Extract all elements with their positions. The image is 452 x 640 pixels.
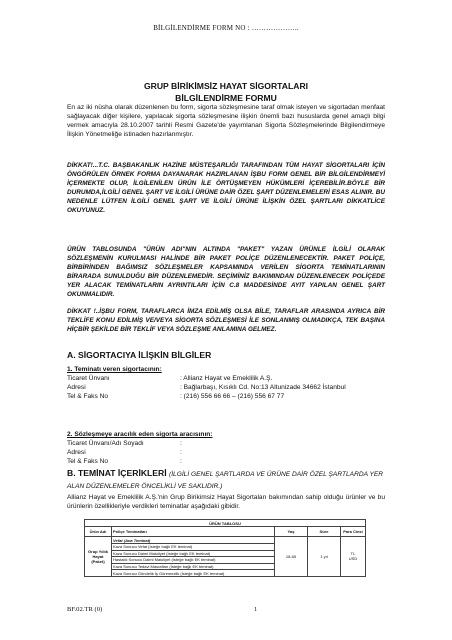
column-header-age: Yaş xyxy=(275,527,308,537)
insurer-key: Ticaret Ünvanı xyxy=(67,375,110,382)
coverage-row: Kaza Sonucu Daimi Maluliyet (İsteğe bağlı EK teminat) xyxy=(112,550,275,557)
column-header-coverages: Poliçe Teminatları xyxy=(112,527,275,537)
intermediary-value: : xyxy=(180,458,182,465)
intermediary-value: : xyxy=(180,440,182,447)
warning-paragraph-3: DİKKAT !..İŞBU FORM, TARAFLARCA İMZA EDİLMİŞ OLSA BİLE, TARAFLAR ARASINDA AYRICA BİR TEKLİFE KONU EDİLMİŞ VE/VEYA SİGORTA SÖZLEŞMESİ İLE SONLANMIŞ OLMADIKÇA, TEK BAŞINA HİÇBİR ŞEKİLDE BİR TEKLİF VEYA SÖZLEŞME ANLAMINA GELMEZ. xyxy=(67,308,385,333)
product-table xyxy=(84,519,366,577)
warning-paragraph-2: ÜRÜN TABLOSUNDA "ÜRÜN ADI"NIN ALTINDA "PAKET" YAZAN ÜRÜNLE İLGİLİ OLARAK SÖZLEŞMENİN KURULMASI HALİNDE BİR PAKET POLİÇE DÜZENLENECEKTİR. PAKET POLİÇE, BİRBİRİNDEN BAĞIMSIZ SÖZLEŞMELER KAPSAMINDA VERİLEN SİGORTA TEMİNATLARININ BİRARADA SUNULDUĞU BİR DÜZENLEMEDİR. SEÇİMİNİZ BAKIMINDAN DÜZENLENECEK POLİÇEDE YER ALACAK TEMİNATLARIN AYRINTILARI İÇİN C.8 MADDESİNDE AYIT YAPILAN GENEL ŞART OKUNMALIDIR. xyxy=(67,246,385,298)
insurer-key: Adresi xyxy=(67,384,86,391)
intro-paragraph: En az iki nüsha olarak düzenlenen bu form, sigorta sözleşmesine taraf olmak isteyen ve sigortadan menfaat sağlayacak diğer kişilere, yapılacak sigorta sözleşmesine ilişkin önemli bazı hususlarda genel amaçlı bilgi vermek amacıyla 28.10.2007 tarihli Resmi Gazete'de yayımlanan Sigorta Sözleşmelerinde Bilgilendirmeye İlişkin Yönetmeliğe istinaden hazırlanmıştır. xyxy=(67,104,385,138)
product-table-caption: ÜRÜN TABLOSU xyxy=(85,520,366,527)
insurer-details xyxy=(67,374,397,401)
intermediary-row xyxy=(67,439,397,448)
intermediary-row xyxy=(67,457,397,466)
insurer-value: : (216) 556 66 66 – (216) 556 67 77 xyxy=(180,393,285,400)
intermediary-row xyxy=(67,448,397,457)
section-b-paragraph: Allianz Hayat ve Emeklilik A.Ş.'nin Grup Birikimsiz Hayat Sigortaları bakımından sahip olduğu ürünler ve bu ürünlerin özellikleriyle verdikleri teminatlar aşağıdaki gibidir. xyxy=(67,494,385,510)
document-title: GRUP BİRİKİMSİZ HAYAT SİGORTALARI xyxy=(143,81,309,91)
document-subtitle: BİLGİLENDİRME FORMU xyxy=(175,93,277,103)
section-a-title: A. SİGORTACIYA İLİŞKİN BİLGİLER xyxy=(67,350,212,360)
insurer-row xyxy=(67,374,397,383)
intermediary-details xyxy=(67,439,397,466)
main-coverage-cell: Vefat (Ana Teminat) xyxy=(112,537,275,544)
page-number: 1 xyxy=(254,606,258,613)
column-header-currency: Para Cinsi xyxy=(341,527,366,537)
insurer-value: : Bağlarbaşı, Kısıklı Cd. No:13 Altunizade 34662 İstanbul xyxy=(180,384,346,391)
insurer-row xyxy=(67,392,397,401)
intermediary-key: Adresi xyxy=(67,449,86,456)
column-header-term: Süre xyxy=(308,527,341,537)
document-code: BF.02.TR (0) xyxy=(67,606,103,613)
section-b-title-block xyxy=(67,468,397,492)
insurer-value: : Allianz Hayat ve Emeklilik A.Ş. xyxy=(180,375,273,382)
coverage-row: Hastalık Sonucu Daimi Maluliyet (İsteğe bağlı EK teminat) xyxy=(112,557,275,564)
column-header-product: Ürün Adı xyxy=(85,527,112,537)
section-b-subtitle: (İLGİLİ GENEL ŞARTLARDA VE ÜRÜNE DAİR ÖZEL ŞARTLARDA YER ALAN DÜZENLEMELER ÖNCELİKLİ VE SAKLIDIR.) xyxy=(67,471,384,490)
insurer-heading: 1. Teminatı veren sigortacının: xyxy=(67,366,162,373)
coverage-row: Kaza Sonucu Gündelik İş Göremezlik (İsteğe bağlı EK teminat) xyxy=(112,570,275,577)
term-cell: 1 yıl xyxy=(308,537,341,577)
coverage-row: Kaza Sonucu Tedavi Masrafları (İsteğe bağlı EK teminat) xyxy=(112,563,275,570)
intermediary-value: : xyxy=(180,449,182,456)
intermediary-key: Tel & Faks No xyxy=(67,458,109,465)
insurer-key: Tel & Faks No xyxy=(67,393,109,400)
product-name-cell: Grup Yıllık Hayat (Paket) xyxy=(85,537,112,577)
warning-paragraph-1: DİKKAT!...T.C. BAŞBAKANLIK HAZİNE MÜSTEŞARLIĞI TARAFINDAN TÜM HAYAT SİGORTALARI İÇİN ÖNGÖRÜLEN ÖRNEK FORMA DAYANARAK HAZIRLANAN İŞBU FORM GENEL BİR BİLGİLENDİRMEYİ İÇERMEKTE OLUP, İLGİLENİLEN ÜRÜN İLE ÖRTÜŞMEYEN HÜKÜMLERİ İÇEREBİLİR.BÖYLE BİR DURUMDA,İLGİLİ GENEL ŞART VE İLGİLİ ÜRÜNE DAİR ÖZEL ŞART DÜZENLEMELERİ ESAS ALINIR. BU NEDENLE LÜTFEN İLGİLİ GENEL ŞART VE İLGİLİ ÜRÜNE İLİŞKİN ÖZEL ŞARTLARI DİKKATLİCE OKUYUNUZ. xyxy=(67,162,385,214)
intermediary-key: Ticaret Ünvanı/Adı Soyadı xyxy=(67,440,144,447)
section-b-title: B. TEMİNAT İÇERİKLERİ xyxy=(67,468,167,478)
form-number-header: BİLGİLENDİRME FORM NO : ……………….. xyxy=(153,24,299,32)
intermediary-heading: 2. Sözleşmeye aracılık eden sigorta aracısının: xyxy=(67,431,213,438)
coverage-row: Kaza Sonucu Vefat (İsteğe bağlı EK teminat) xyxy=(112,544,275,551)
age-cell: 18-65 xyxy=(275,537,308,577)
insurer-row xyxy=(67,383,397,392)
currency-cell: TL USD xyxy=(341,537,366,577)
